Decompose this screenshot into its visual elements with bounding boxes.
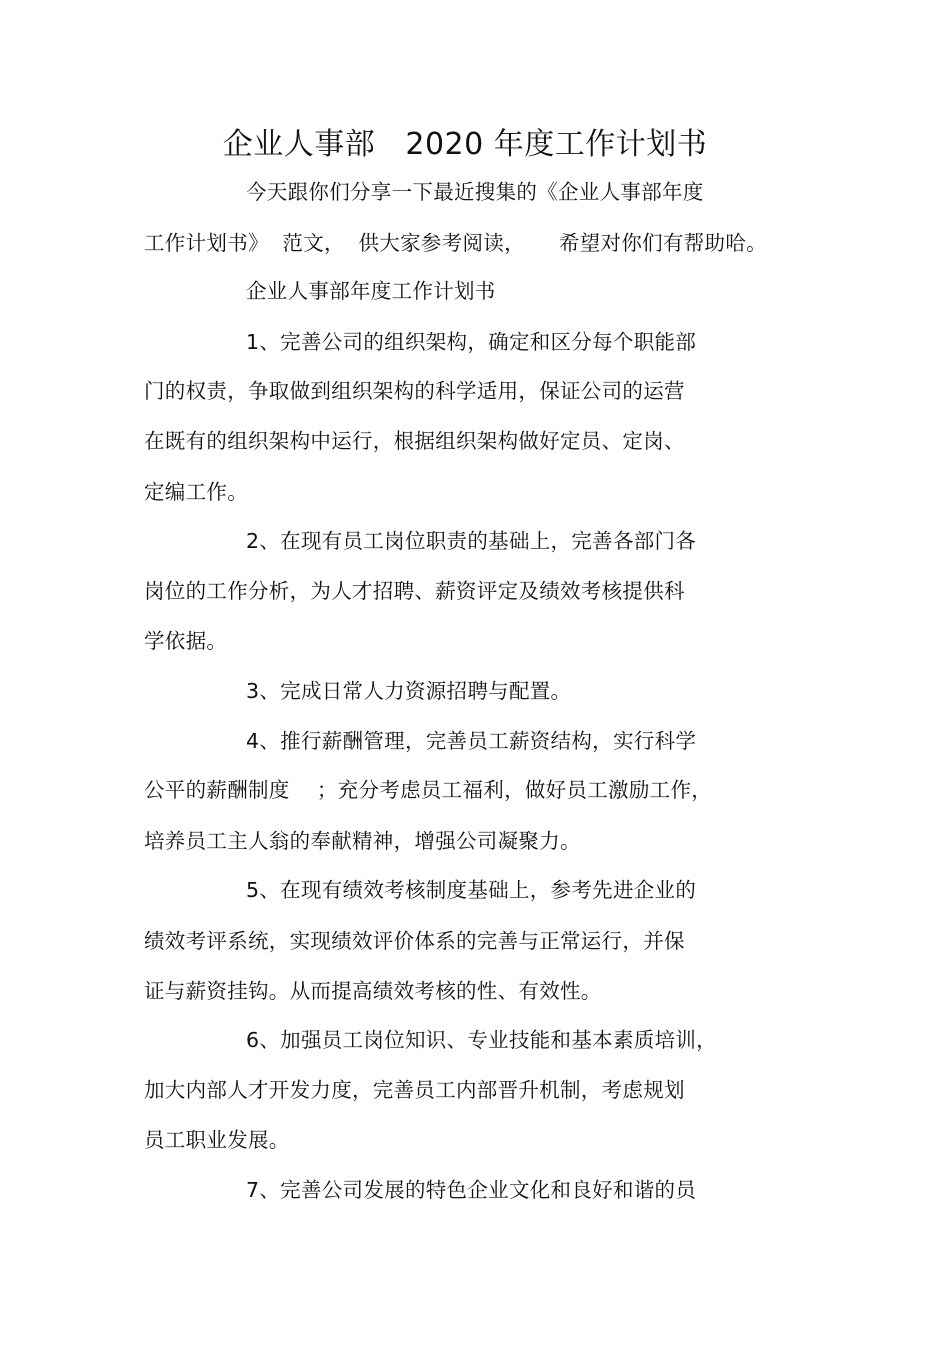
item-5-line-3: 证与薪资挂钩。从而提高绩效考核的性、有效性。 [144,979,602,1003]
item-4-line-3: 培养员工主人翁的奉献精神，增强公司凝聚力。 [144,829,581,853]
item-5-line-1: 5、在现有绩效考核制度基础上，参考先进企业的 [246,878,697,902]
item-4-line-2: 公平的薪酬制度 ；充分考虑员工福利，做好员工激励工作， [144,778,713,802]
item-4-line-1: 4、推行薪酬管理，完善员工薪资结构，实行科学 [246,729,697,753]
item-1-line-1: 1、完善公司的组织架构，确定和区分每个职能部 [246,330,697,354]
item-6-line-1: 6、加强员工岗位知识、专业技能和基本素质培训， [246,1028,717,1052]
item-3-line-1: 3、完成日常人力资源招聘与配置。 [246,679,572,703]
item-1-line-2: 门的权责，争取做到组织架构的科学适用，保证公司的运营 [144,379,685,403]
item-2-line-3: 学依据。 [144,629,228,653]
item-7-line-1: 7、完善公司发展的特色企业文化和良好和谐的员 [246,1178,697,1202]
intro-line-2: 工作计划书》 范文， 供大家参考阅读， 希望对你们有帮助哈。 [144,231,767,255]
item-2-line-1: 2、在现有员工岗位职责的基础上，完善各部门各 [246,529,697,553]
item-1-line-3: 在既有的组织架构中运行，根据组织架构做好定员、定岗、 [144,429,685,453]
section-heading: 企业人事部年度工作计划书 [246,279,496,303]
item-2-line-2: 岗位的工作分析，为人才招聘、薪资评定及绩效考核提供科 [144,579,685,603]
item-6-line-2: 加大内部人才开发力度，完善员工内部晋升机制，考虑规划 [144,1078,685,1102]
item-1-line-4: 定编工作。 [144,480,248,504]
document-title: 企业人事部 2020 年度工作计划书 [222,127,708,162]
intro-line-1: 今天跟你们分享一下最近搜集的《企业人事部年度 [246,180,704,204]
item-6-line-3: 员工职业发展。 [144,1128,290,1152]
item-5-line-2: 绩效考评系统，实现绩效评价体系的完善与正常运行，并保 [144,929,685,953]
